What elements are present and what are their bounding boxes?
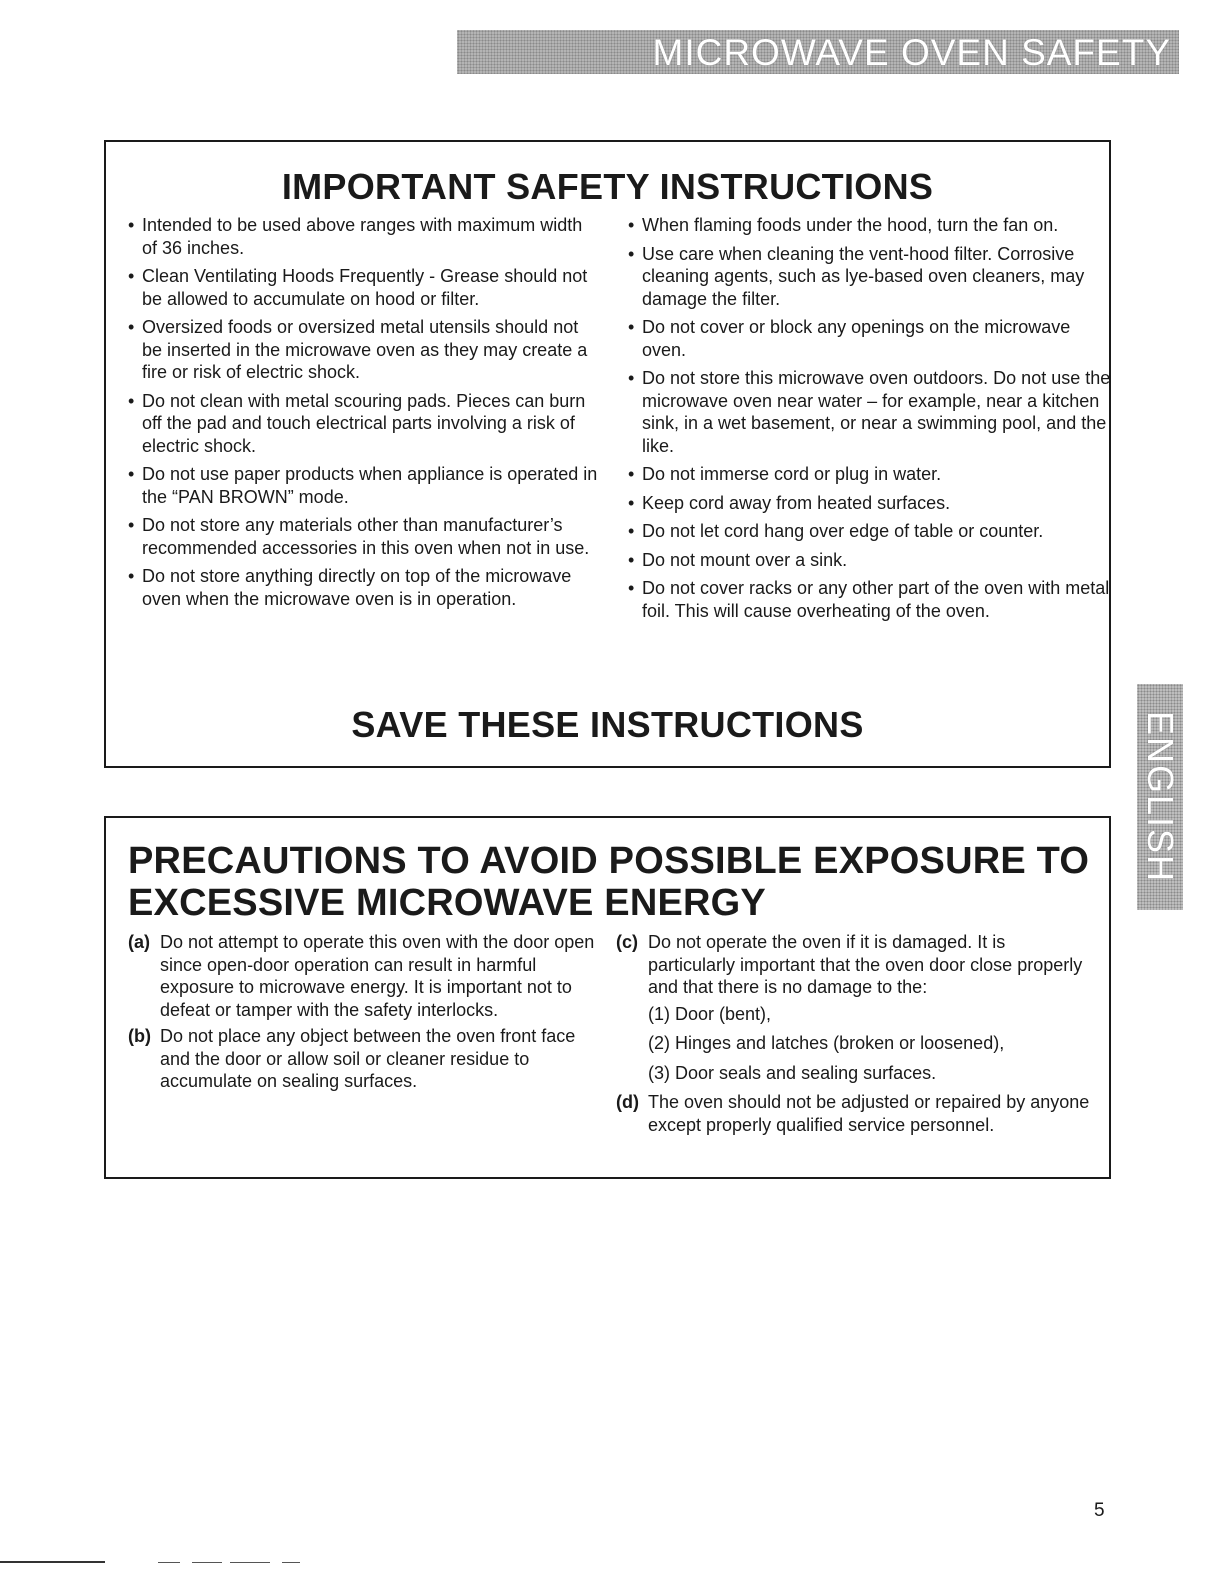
footer-mark <box>158 1562 180 1563</box>
bullet-icon: • <box>628 578 635 598</box>
list-item-text: Do not cover or block any openings on the microwave oven. <box>642 317 1071 360</box>
safety-list-right <box>618 214 1113 628</box>
list-item <box>118 214 598 259</box>
precaution-text: The oven should not be adjusted or repaired by anyone except properly qualified service personnel. <box>648 1092 1090 1135</box>
list-item <box>618 520 1113 543</box>
precaution-item <box>616 1091 1091 1136</box>
precaution-text: Do not place any object between the oven front face and the door or allow soil or cleaner residue to accumulate on sealing surfaces. <box>160 1026 576 1091</box>
list-item <box>618 214 1113 237</box>
damage-sublist <box>648 1003 1091 1085</box>
sublist-item: (1) Door (bent), <box>648 1003 772 1024</box>
bullet-icon: • <box>628 243 635 264</box>
list-item <box>618 316 1113 361</box>
item-letter: (a) <box>128 932 150 952</box>
list-item-text: Do not store this microwave oven outdoors. Do not use the microwave oven near water – for example, near a kitchen sink, in a wet basement, or near a swimming pool, and the like. <box>642 368 1111 456</box>
precautions-list-right <box>616 931 1091 1140</box>
precaution-text: Do not operate the oven if it is damaged. It is particularly important that the oven door close properly and that there is no damage to the: <box>648 932 1083 997</box>
list-item <box>618 549 1113 572</box>
list-item-text: Do not store any materials other than manufacturer’s recommended accessories in this oven when not in use. <box>142 515 590 558</box>
safety-instructions-title: IMPORTANT SAFETY INSTRUCTIONS <box>281 166 934 207</box>
section-header-title: MICROWAVE OVEN SAFETY <box>652 32 1171 73</box>
bullet-icon: • <box>128 390 135 411</box>
footer-mark <box>282 1562 300 1563</box>
list-item-text: Use care when cleaning the vent-hood filter. Corrosive cleaning agents, such as lye-based oven cleaners, may damage the filter. <box>642 243 1085 309</box>
precautions-box <box>104 816 1111 1179</box>
list-item <box>118 316 598 384</box>
list-item <box>618 463 1113 486</box>
item-letter: (b) <box>128 1026 151 1046</box>
list-item-text: Keep cord away from heated surfaces. <box>642 492 951 513</box>
bullet-icon: • <box>128 266 135 286</box>
list-item <box>618 492 1113 515</box>
footer-mark <box>230 1562 270 1563</box>
footer-mark <box>192 1562 222 1563</box>
precaution-item <box>128 931 608 1021</box>
bullet-icon: • <box>628 215 635 235</box>
list-item <box>618 243 1113 311</box>
list-item-text: Intended to be used above ranges with maximum width of 36 inches. <box>142 215 583 258</box>
bullet-icon: • <box>128 215 135 235</box>
important-safety-instructions-box <box>104 140 1111 768</box>
list-item-text: Do not store anything directly on top of the microwave oven when the microwave oven is in operation. <box>142 566 572 609</box>
list-item-text: When flaming foods under the hood, turn the fan on. <box>642 215 1059 235</box>
list-item-text: Oversized foods or oversized metal utensils should not be inserted in the microwave oven as they may create a fire or risk of electric shock. <box>142 317 588 382</box>
bullet-icon: • <box>628 521 635 541</box>
bullet-icon: • <box>128 317 135 337</box>
list-item <box>618 577 1113 622</box>
language-side-tab <box>1137 684 1183 910</box>
bullet-icon: • <box>128 515 135 535</box>
section-header-banner <box>457 30 1179 74</box>
bullet-icon: • <box>628 317 635 337</box>
sublist-item: (2) Hinges and latches (broken or loosened), <box>648 1033 1005 1053</box>
list-item <box>118 514 598 559</box>
bullet-icon: • <box>628 549 635 570</box>
precaution-item <box>128 1025 608 1093</box>
save-instructions-heading: SAVE THESE INSTRUCTIONS <box>351 704 864 745</box>
list-item-text: Clean Ventilating Hoods Frequently - Grease should not be allowed to accumulate on hood or filter. <box>142 266 588 309</box>
safety-list-left <box>118 214 598 616</box>
bullet-icon: • <box>128 464 135 484</box>
item-letter: (c) <box>616 932 638 952</box>
bullet-icon: • <box>128 566 135 586</box>
precautions-list-left <box>128 931 608 1097</box>
list-item-text: Do not let cord hang over edge of table or counter. <box>642 521 1044 541</box>
list-item-text: Do not cover racks or any other part of the oven with metal foil. This will cause overheating of the oven. <box>642 578 1110 621</box>
list-item <box>618 367 1113 457</box>
list-item <box>118 565 598 610</box>
bullet-icon: • <box>628 492 635 513</box>
precautions-title: PRECAUTIONS TO AVOID POSSIBLE EXPOSURE TO EXCESSIVE MICROWAVE ENERGY <box>128 840 1090 924</box>
item-letter: (d) <box>616 1092 639 1112</box>
bullet-icon: • <box>628 368 635 388</box>
page-number: 5 <box>1094 1500 1105 1521</box>
list-item-text: Do not use paper products when appliance is operated in the “PAN BROWN” mode. <box>142 464 598 507</box>
precaution-item <box>616 931 1091 1084</box>
list-item <box>118 463 598 508</box>
sublist-item: (3) Door seals and sealing surfaces. <box>648 1062 937 1083</box>
list-item-text: Do not mount over a sink. <box>642 549 848 570</box>
list-item-text: Do not immerse cord or plug in water. <box>642 464 942 484</box>
list-item-text: Do not clean with metal scouring pads. Pieces can burn off the pad and touch electrical parts involving a risk of electric shock. <box>142 390 586 456</box>
footer-rule <box>0 1561 105 1563</box>
list-item <box>118 265 598 310</box>
precaution-text: Do not attempt to operate this oven with the door open since open-door operation can result in harmful exposure to microwave energy. It is important not to defeat or tamper with the safety interlocks. <box>160 932 595 1020</box>
language-label: ENGLISH <box>1140 710 1181 884</box>
bullet-icon: • <box>628 464 635 484</box>
list-item <box>118 390 598 458</box>
